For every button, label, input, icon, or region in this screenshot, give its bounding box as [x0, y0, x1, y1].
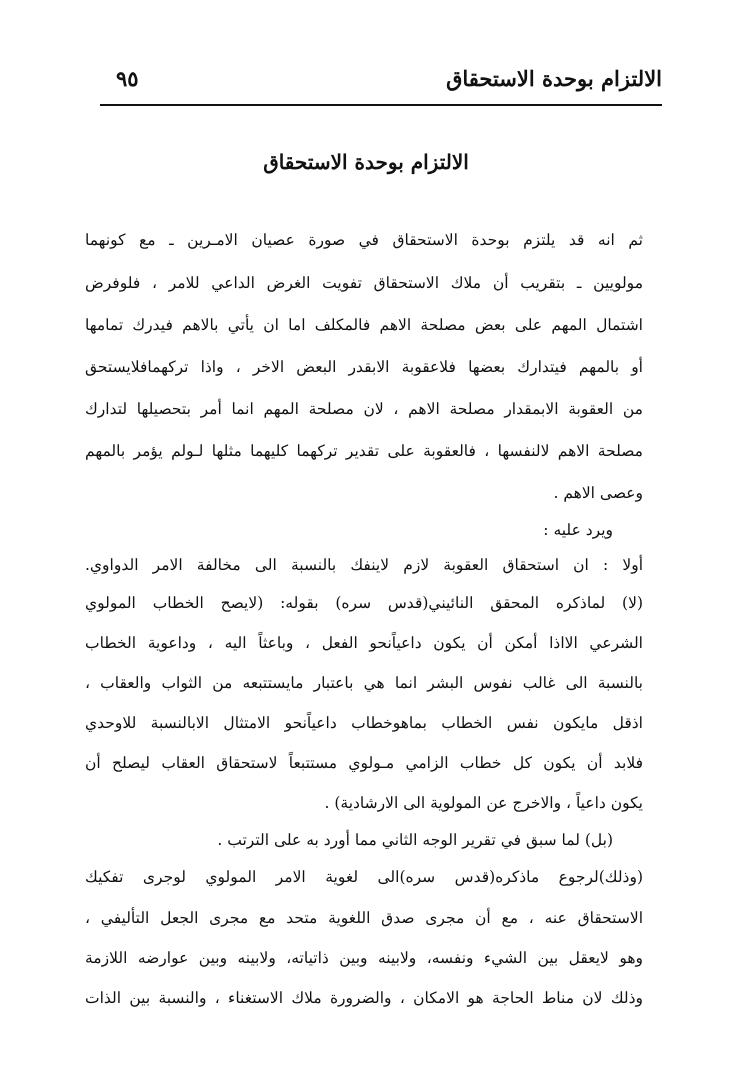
text-line: أو بالمهم فيتدارك بعضها فلاعقوبة الابقدر البعض الاخر ، واذا تركهمافلايستحق	[85, 358, 643, 376]
text-line: يكون داعياً ، والاخرج عن المولوية الى الارشادية) .	[324, 794, 643, 812]
text-line: ويرد عليه :	[543, 521, 613, 539]
text-line: الشرعي الااذا أمكن أن يكون داعياًنحو الفعل ، وباعثاً اليه ، وداعوية الخطاب	[85, 634, 643, 652]
text-line: (بل) لما سبق في تقرير الوجه الثاني مما أورد به على الترتب .	[217, 831, 613, 849]
section-title: الالتزام بوحدة الاستحقاق	[263, 150, 469, 174]
running-title: الالتزام بوحدة الاستحقاق	[446, 66, 662, 91]
text-line: وعصى الاهم .	[553, 484, 643, 502]
text-line: فلابد أن يكون كل خطاب الزامي مـولوي مستتبعاً لاستحقاق العقاب ليصلح أن	[85, 754, 643, 772]
text-line: مولويين ـ بتقريب أن ملاك الاستحقاق تفويت الغرض الداعي للامر ، فلوفرض	[85, 274, 643, 292]
text-line: مصلحة الاهم لالنفسها ، فالعقوبة على تقدير تركهما كليهما مثلها لـولم يؤمر بالمهم	[85, 442, 643, 460]
text-line: وهو لايعقل بين الشيء ونفسه، ولابينه وبين ذاتياته، ولابينه وبين عوارضه اللازمة	[85, 949, 643, 967]
text-line: وذلك لان مناط الحاجة هو الامكان ، والضرورة ملاك الاستغناء ، والنسبة بين الذات	[85, 989, 643, 1007]
text-line: بالنسبة الى غالب نفوس البشر انما هي باعتبار مايستتبعه من الثواب والعقاب ،	[85, 674, 643, 692]
text-line: (وذلك)لرجوع ماذكره(قدس سره)الى لغوية الامر المولوي لوجرى تفكيك	[85, 868, 643, 886]
running-header	[100, 62, 662, 106]
text-line: أولا : ان استحقاق العقوبة لازم لاينفك بالنسبة الى مخالفة الامر الدواوي.	[85, 556, 643, 574]
text-line: (لا) لماذكره المحقق النائيني(قدس سره) بقوله: (لايصح الخطاب المولوي	[85, 594, 643, 612]
page-number: ٩٥	[116, 66, 139, 91]
text-line: اشتمال المهم على بعض مصلحة الاهم فالمكلف اما ان يأتي بالاهم فيدرك تمامها	[85, 316, 643, 334]
text-line: ثم انه قد يلتزم بوحدة الاستحقاق في صورة عصيان الامـرين ـ مع كونهما	[85, 231, 643, 249]
text-line: من العقوبة الابمقدار مصلحة الاهم ، لان مصلحة المهم انما أمر بتحصيلها لتدارك	[85, 400, 643, 418]
text-line: الاستحقاق عنه ، مع أن مجرى صدق اللغوية متحد مع مجرى الجعل التأليفي ،	[85, 909, 643, 927]
text-line: اذقل مايكون نفس الخطاب بماهوخطاب داعياًنحو الامتثال الابالنسبة للاوحدي	[85, 714, 643, 732]
